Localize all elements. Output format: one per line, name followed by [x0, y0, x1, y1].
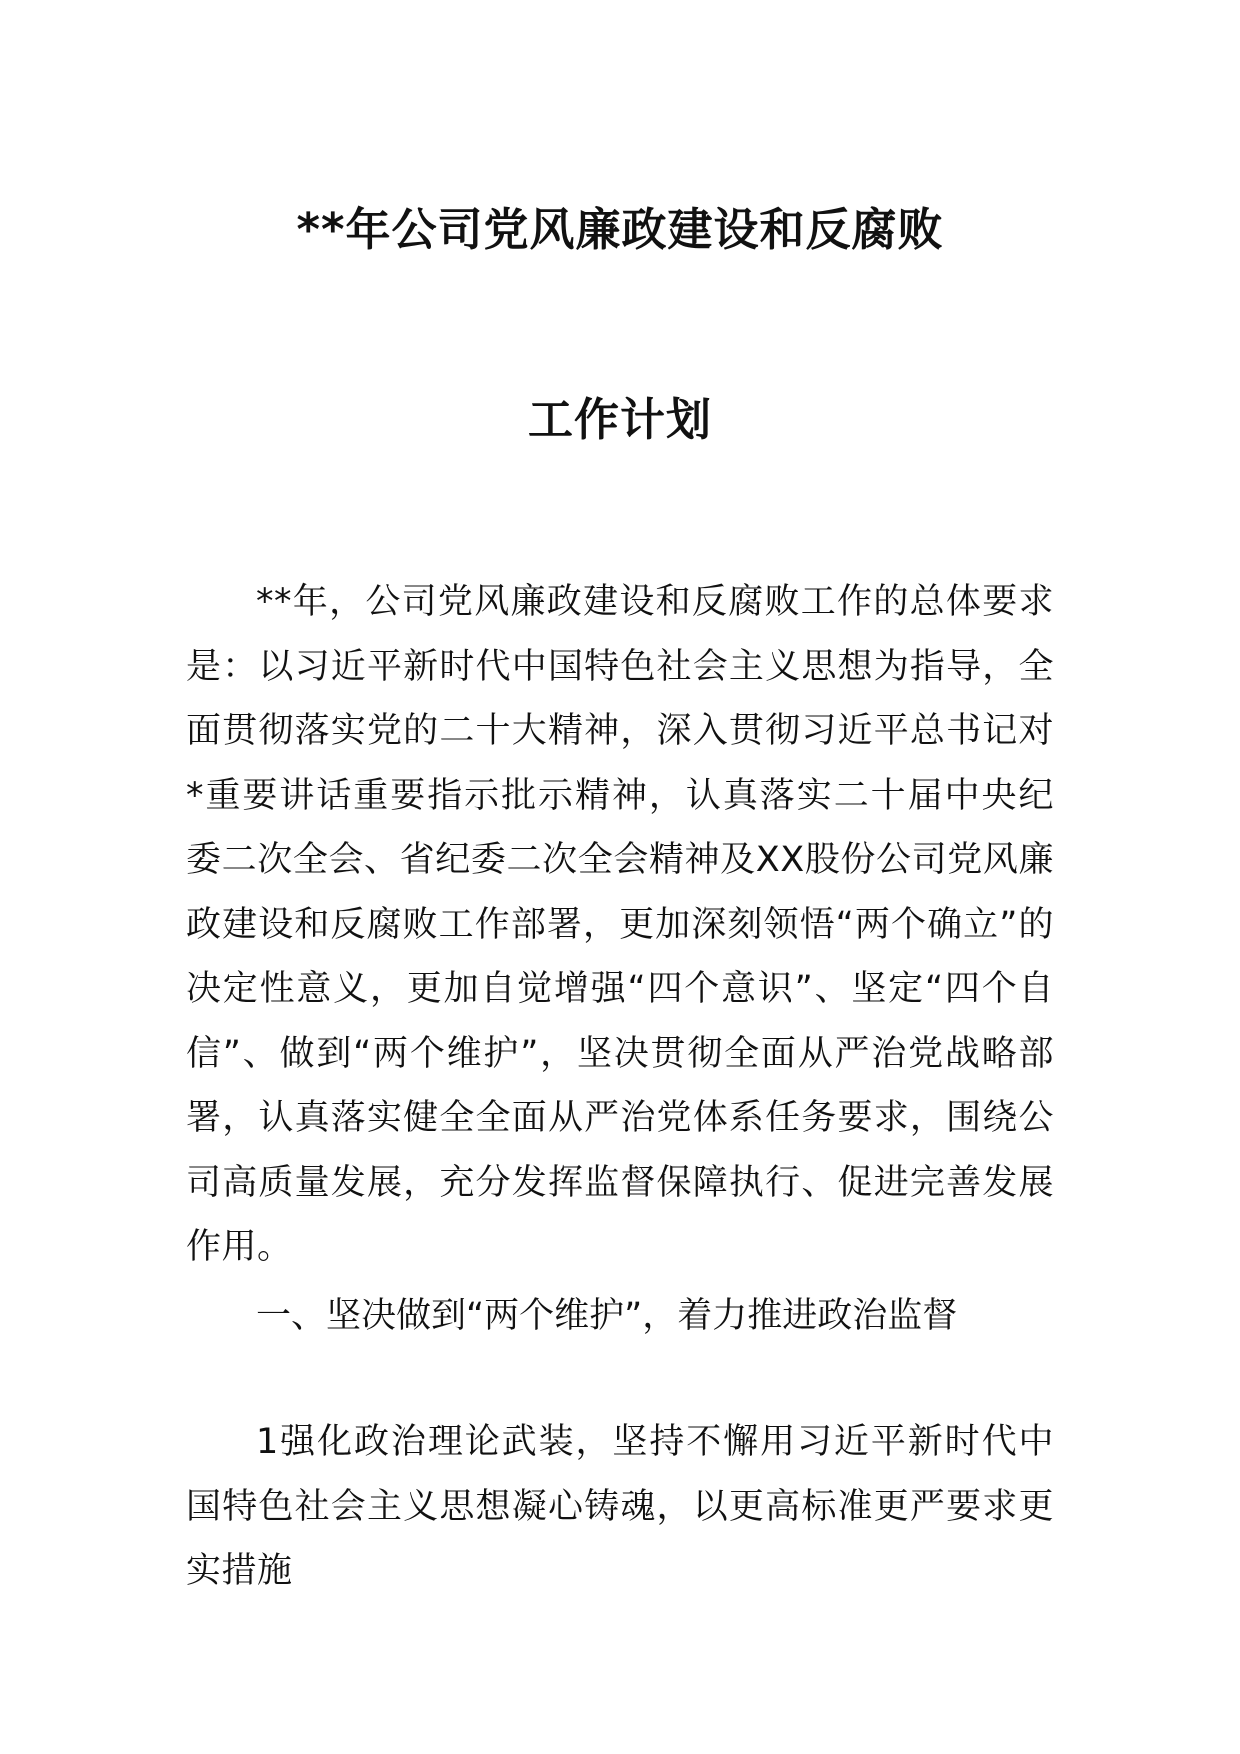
- document-title-line-1: **年公司党风廉政建设和反腐败: [296, 203, 944, 256]
- document-title-line-2: 工作计划: [527, 393, 712, 446]
- item-1-paragraph: 1强化政治理论武装，坚持不懈用习近平新时代中国特色社会主义思想凝心铸魂，以更高标准更严要求更实措施: [186, 1422, 1054, 1591]
- intro-paragraph: **年，公司党风廉政建设和反腐败工作的总体要求是：以习近平新时代中国特色社会主义思想为指导，全面贯彻落实党的二十大精神，深入贯彻习近平总书记对*重要讲话重要指示批示精神，认真落实二十届中央纪委二次全会、省纪委二次全会精神及XX股份公司党风廉政建设和反腐败工作部署，更加深刻领悟“两个确立”的决定性意义，更加自觉增强“四个意识”、坚定“四个自信”、做到“两个维护”，坚决贯彻全面从严治党战略部署，认真落实健全全面从严治党体系任务要求，围绕公司高质量发展，充分发挥监督保障执行、促进完善发展作用。: [186, 582, 1054, 1267]
- section-1-heading: 一、坚决做到“两个维护”，着力推进政治监督: [256, 1296, 958, 1336]
